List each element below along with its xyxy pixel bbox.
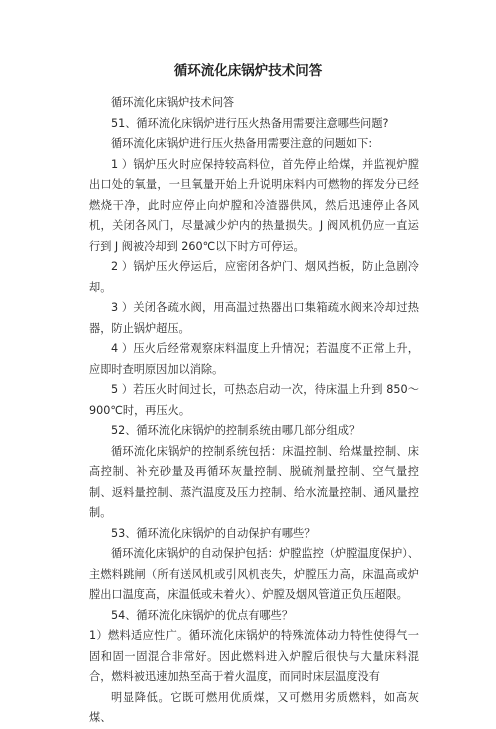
answer-51-item-3: 3 ）关闭各疏水阀，用高温过热器出口集箱疏水阀来冷却过热器，防止锅炉超压。 — [89, 301, 419, 335]
answer-54-item-1-continued: 明显降低。它既可燃用优质煤，又可燃用劣质燃料，如高灰煤、 — [89, 690, 419, 724]
answer-53: 循环流化床锅炉的自动保护包括：炉膛监控（炉膛温度保护）、主燃料跳闸（所有送风机或引风机丧失，炉膛压力高，床温高或炉膛出口温度高，床温低或未着火）、炉膛及烟风管道正负压超限。 — [89, 547, 419, 601]
answer-51-item-2: 2 ）锅炉压火停运后，应密闭各炉门、烟风挡板，防止急剧冷却。 — [89, 260, 419, 294]
answer-51-item-5: 5 ）若压火时间过长，可热态启动一次，待床温上升到 850～900℃时，再压火。 — [89, 383, 419, 417]
paragraph-subtitle: 循环流化床锅炉技术问答 — [111, 96, 235, 109]
answer-51-item-4: 4 ）压火后经常观察床料温度上升情况；若温度不正常上升，应即时查明原因加以消除。 — [89, 342, 419, 376]
answer-51-intro: 循环流化床锅炉进行压火热备用需要注意的问题如下: — [111, 137, 373, 150]
document-title: 循环流化床锅炉技术问答 — [173, 63, 323, 79]
answer-52: 循环流化床锅炉的控制系统包括：床温控制、给煤量控制、床高控制、补充砂量及再循环灰量控制、脱硫剂量控制、空气量控制、返料量控制、蒸汽温度及压力控制、给水流量控制、通风量控制。 — [89, 444, 419, 519]
question-52: 52、循环流化床锅炉的控制系统由哪几部分组成？ — [111, 424, 361, 437]
answer-54-item-1: 1）燃料适应性广。循环流化床锅炉的特殊流体动力特性使得气一固和固一固混合非常好。因此燃料进入炉膛后很快与大量床料混合，燃料被迅速加热至高于着火温度，而同时床层温度没有 — [89, 629, 419, 683]
question-53: 53、循环流化床锅炉的自动保护有哪些？ — [111, 526, 316, 540]
question-54: 54、循环流化床锅炉的优点有哪些？ — [111, 608, 294, 622]
question-51: 51、循环流化床锅炉进行压火热备用需要注意哪些问题? — [111, 116, 389, 130]
document-body — [89, 93, 419, 729]
answer-51-item-1: 1 ）锅炉压火时应保持较高料位，首先停止给煤，并监视炉膛出口处的氧量，一旦氧量开始上升说明床料内可燃物的挥发分已经燃烧干净，此时应停止向炉膛和冷渣器供风，然后迅速停止各风机，关闭各风门，尽量减少炉内的热量损失。J 阀风机仍应一直运行到 J 阀被冷却到 260℃以下时方可停运。 — [89, 157, 419, 253]
